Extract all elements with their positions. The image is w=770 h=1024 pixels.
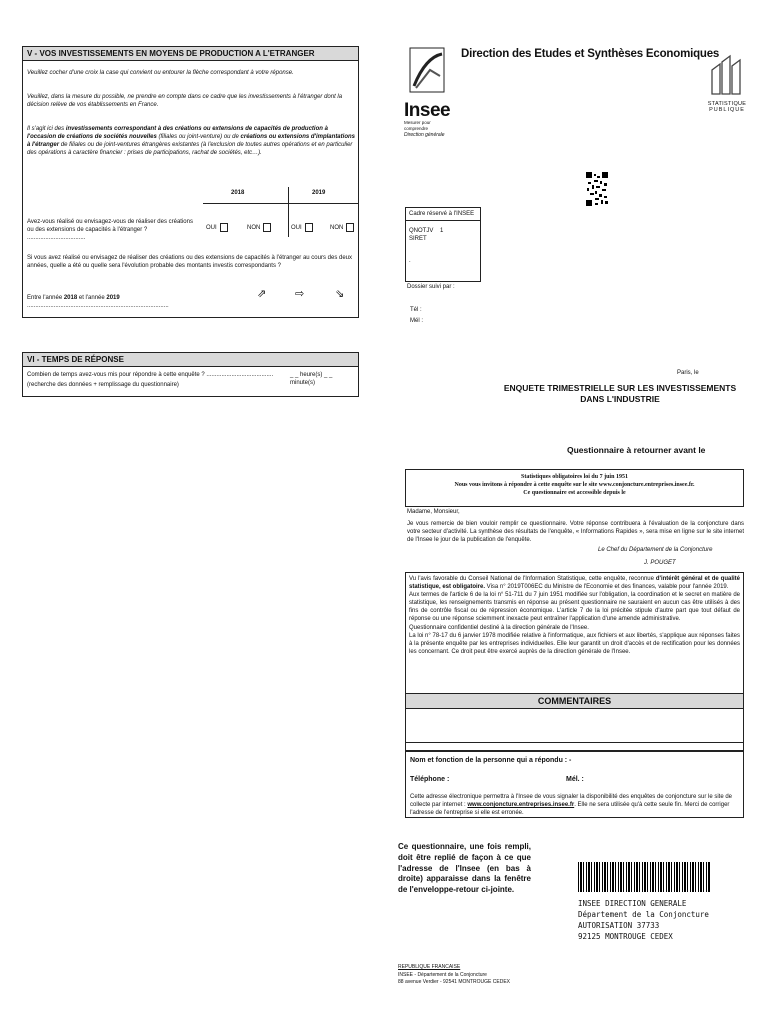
mel-label: Mél : bbox=[410, 318, 424, 324]
mandatory-stats-box bbox=[405, 469, 744, 507]
stats-access: Ce questionnaire est accessible depuis le bbox=[523, 490, 626, 497]
checkbox-2018-oui[interactable] bbox=[220, 223, 228, 232]
checkbox-2018-non[interactable] bbox=[263, 223, 271, 232]
legal-p1: Vu l'avis favorable du Conseil National de l'Information Statistique, cette enquête, reconnue d'intérêt général et de qualité statistique, est obligatoire. Visa n° 2019T006EC du Ministre de l'Economie et des finances, valable pour l'année 2019. bbox=[409, 576, 740, 591]
checkbox-2019-non[interactable] bbox=[346, 223, 354, 232]
stats-site: Nous vous invitons à répondre à cette enquête sur le site www.conjoncture.entreprises.insee.fr. bbox=[454, 482, 695, 489]
survey-title-line2: DANS L'INDUSTRIE bbox=[580, 394, 660, 405]
footer-line2: INSEE - Département de la Conjoncture bbox=[398, 971, 487, 978]
address-line1: INSEE DIRECTION GENERALE bbox=[578, 899, 687, 908]
contact-panel bbox=[405, 751, 744, 818]
survey-title-line1: ENQUETE TRIMESTRIELLE SUR LES INVESTISSEMENTS bbox=[503, 383, 737, 393]
header-title: Direction des Etudes et Synthèses Economiques bbox=[461, 48, 720, 60]
arrow-right-icon[interactable]: ⇨ bbox=[295, 288, 305, 300]
reserved-dot: . bbox=[409, 258, 411, 265]
section-5-panel bbox=[22, 46, 359, 318]
q1-text: Avez-vous réalisé ou envisagez-vous de réaliser des créations ou des extensions de capacités à l'étranger ? ................................... bbox=[27, 219, 193, 242]
insee-direction: Direction générale bbox=[404, 132, 445, 139]
reserved-code: QNOTJV 1 bbox=[409, 228, 444, 235]
fold-instructions: Ce questionnaire, une fois rempli, doit être replié de façon à ce que l'adresse de l'Insee (en bas à droite) apparaisse dans la fenêtre de l'enveloppe-retour ci-jointe. bbox=[398, 842, 531, 895]
paris-date: Paris, le bbox=[677, 370, 699, 376]
legal-p2: Aux termes de l'article 6 de la loi n° 51-711 du 7 juin 1951 modifiée sur l'obligation, la coordination et le secret en matière de statistique, les renseignements transmis en réponse au présent questionnaire ne sauraient en aucun cas être utilisés à des fins de contrôle fiscal ou de répression économique. L'article 7 de la loi précitée stipule d'autre part que tout défaut de réponse ou une réponse sciemment inexacte peut entraîner l'application d'une amende administrative. bbox=[409, 592, 740, 623]
letter-body: Je vous remercie de bien vouloir remplir ce questionnaire. Votre réponse contribuera à l'évaluation de la conjoncture dans votre secteur d'activité. La synthèse des résultats de l'enquête, « Informations Rapides », sera mise en ligne sur le site internet de l'Insee le jour de la publication de l'enquête. bbox=[407, 521, 744, 544]
checkbox-2019-oui[interactable] bbox=[305, 223, 313, 232]
footer-line1: REPUBLIQUE FRANCAISE bbox=[398, 964, 461, 970]
arrow-up-right-icon[interactable]: ⇗ bbox=[257, 288, 267, 300]
reserved-siret: SIRET bbox=[409, 236, 427, 243]
section-6-note: (recherche des données + remplissage du questionnaire) bbox=[27, 382, 179, 388]
contact-name[interactable]: Nom et fonction de la personne qui a répondu : - bbox=[410, 757, 572, 764]
q1-2019-non: NON bbox=[330, 223, 354, 232]
collection-site-link[interactable]: www.conjoncture.entreprises.insee.fr bbox=[467, 802, 575, 809]
footer-line3: 88 avenue Verdier - 92541 MONTROUGE CEDEX bbox=[398, 979, 510, 985]
insee-logo-icon bbox=[404, 46, 452, 102]
section-6-panel bbox=[22, 352, 359, 397]
year-2019-header: 2019 bbox=[312, 190, 326, 196]
insee-tagline: Mesurer pour comprendre bbox=[404, 120, 431, 132]
address-line2: Département de la Conjoncture bbox=[578, 909, 709, 919]
address-line4: 92125 MONTROUGE CEDEX bbox=[578, 931, 673, 941]
footer bbox=[398, 964, 510, 987]
reserved-label: Cadre réservé à l'INSEE bbox=[406, 208, 480, 221]
dossier-label: Dossier suivi par : bbox=[407, 284, 455, 290]
year-divider-line bbox=[203, 203, 359, 204]
contact-phone[interactable]: Téléphone : bbox=[410, 776, 450, 783]
section-5-para1: Veuillez, dans la mesure du possible, ne prendre en compte dans ce cadre que les investissements à l'étranger dont la décision relève de vos établissements en France. bbox=[27, 94, 343, 109]
insee-logo bbox=[404, 46, 452, 142]
qr-code-icon bbox=[586, 172, 608, 206]
statistique-publique-icon bbox=[710, 52, 744, 96]
statistique-publique-logo bbox=[705, 52, 749, 113]
stat-line2: PUBLIQUE bbox=[709, 107, 745, 113]
letter-signature-title: Le Chef du Département de la Conjoncture bbox=[598, 547, 713, 553]
q3-text: Entre l'année 2018 et l'année 2019 ..................................................................................... bbox=[27, 295, 169, 310]
survey-title bbox=[500, 383, 740, 406]
letter-signature-name: J. POUGET bbox=[644, 560, 676, 566]
section-5-para2: Il s'agit ici des investissements correspondant à des créations ou extensions de capacités de production à l'occasion de créations de sociétés nouvelles (filiales ou joint-venture) ou de créations ou extensions d'implantations à l'étranger de filiales ou de joint-ventures étrangères existantes (à l'exclusion de toutes autres opérations et en particulier des opérations à caractère financier : prises de participations, rachat de sociétés, etc…). bbox=[27, 126, 355, 157]
contact-mel[interactable]: Mél. : bbox=[566, 776, 584, 783]
address-line3: AUTORISATION 37733 bbox=[578, 920, 660, 930]
section-6-title: VI - TEMPS DE RÉPONSE bbox=[23, 353, 358, 367]
return-address bbox=[578, 899, 709, 943]
year-2018-header: 2018 bbox=[231, 190, 245, 196]
qr-code bbox=[586, 172, 608, 206]
tel-label: Tél : bbox=[410, 307, 422, 313]
legal-p4: La loi n° 78-17 du 6 janvier 1978 modifiée relative à l'informatique, aux fichiers et aux libertés, s'applique aux réponses faites à la présente enquête par les entreprises individuelles. Elle leur garantit un droit d'accès et de rectification pour les données les concernant. Ce droit peut être exercé auprès de la direction générale de l'Insee. bbox=[409, 632, 740, 655]
letter-greeting: Madame, Monsieur, bbox=[407, 509, 460, 515]
q1-2018-oui: OUI bbox=[206, 223, 228, 232]
stats-law: Statistiques obligatoires loi du 7 juin 1951 bbox=[521, 474, 628, 480]
year-vertical-line bbox=[288, 187, 289, 237]
section-5-intro: Veuillez cocher d'une croix la case qui convient ou entourer la flèche correspondant à votre réponse. bbox=[27, 70, 294, 76]
section-6-question: Combien de temps avez-vous mis pour répondre à cette enquête ? ........................................ bbox=[27, 372, 274, 378]
stat-line1: STATISTIQUE bbox=[707, 101, 747, 107]
response-time-field[interactable]: _ _ heure(s) _ _ minute(s) bbox=[290, 372, 333, 387]
return-barcode bbox=[578, 862, 711, 892]
insee-wordmark: Insee bbox=[404, 100, 451, 121]
return-deadline: Questionnaire à retourner avant le bbox=[567, 445, 706, 455]
q1-2018-non: NON bbox=[247, 223, 271, 232]
q1-2019-oui: OUI bbox=[291, 223, 313, 232]
contact-note: Cette adresse électronique permettra à l'Insee de vous signaler la disponibilité des enquêtes de conjoncture sur le site de collecte par internet : www.conjoncture.entreprises.insee.fr. Elle ne sera utilisée qu'à cette seule fin. Merci de corriger l'adresse de l'entreprise si elle est erronée. bbox=[410, 794, 733, 817]
legal-p3: Questionnaire confidentiel destiné à la direction générale de l'Insee. bbox=[409, 624, 589, 631]
arrow-down-right-icon[interactable]: ⇘ bbox=[335, 288, 345, 300]
comments-field[interactable] bbox=[406, 709, 743, 749]
comments-title: COMMENTAIRES bbox=[406, 694, 743, 709]
q2-text: Si vous avez réalisé ou envisagez de réaliser des créations ou des extensions de capacités à l'étranger au cours des deux années, quelle a été ou quelle sera l'évolution probable des montants investis correspondants ? bbox=[27, 255, 353, 270]
comments-panel bbox=[405, 693, 744, 751]
section-5-title: V - VOS INVESTISSEMENTS EN MOYENS DE PRODUCTION A L'ETRANGER bbox=[23, 47, 358, 61]
insee-reserved-box bbox=[405, 207, 481, 282]
